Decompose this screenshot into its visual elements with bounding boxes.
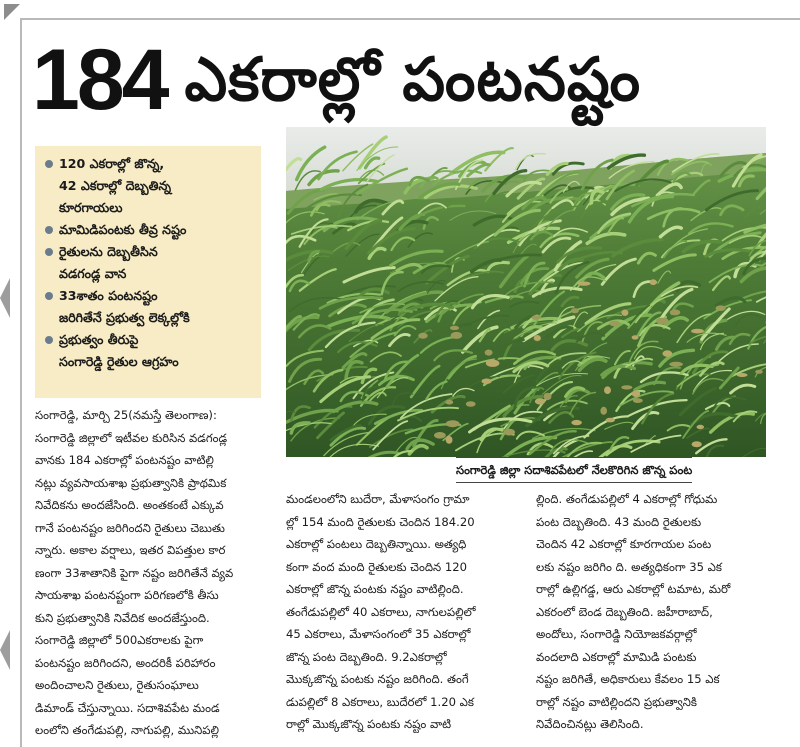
article-column-3 — [536, 488, 770, 736]
article-line: పంట దెబ్బతింది. 43 మంది రైతులకు — [536, 514, 702, 529]
grain-head — [571, 420, 582, 425]
article-line: కుని ప్రభుత్వానికి నివేదిక అందజేస్తుంది. — [35, 610, 210, 625]
article-line: సంగారెడ్డి జిల్లాలో ఇటీవల కురిసిన వడగండ్ల — [35, 430, 228, 445]
article-line: లకు నష్టం జరిగిం ది. అత్యధికంగా 35 ఎక — [536, 559, 722, 574]
grain-head — [534, 335, 541, 340]
grain-head — [716, 305, 726, 311]
grain-head — [434, 432, 446, 439]
grain-head — [446, 420, 460, 427]
article-line: గానే పంటనష్టం జరిగిందని రైతులు చెబుతు — [35, 520, 225, 535]
highlight-item: రైతులను దెబ్బతీసిన — [45, 241, 253, 263]
grain-head — [650, 279, 657, 285]
bullet-icon — [45, 248, 53, 256]
article-line: డుపల్లిలో 8 ఎకరాలు, బుదేరలో 1.20 ఎక — [286, 694, 474, 709]
article-line: ల్లో 154 మంది రైతులకు చెందిన 184.20 — [286, 514, 475, 529]
article-line: సాయశాఖ పంటనష్టంగా పరిగణలోకి తీసు — [35, 588, 219, 602]
grain-head — [571, 308, 579, 313]
grain-head — [535, 398, 545, 404]
article-line: నివేదికను అందజేసింది. అంతకంటే ఎక్కువ — [35, 498, 224, 512]
frame-top-rule — [20, 18, 800, 20]
article-line: తంగేడుపల్లిలో 40 ఎకరాలు, నాగులపల్లిలో — [286, 604, 476, 619]
article-line: నష్టం జరిగితే, అధికారులు కేవలం 15 ఎక — [536, 672, 720, 686]
article-column-2 — [286, 488, 522, 736]
article-line: చెందిన 42 ఎకరాల్లో కూరగాయల పంట — [536, 537, 712, 551]
flattened-sorghum-field-image — [286, 127, 766, 457]
headline — [32, 30, 792, 130]
article-line: ఎకరంలో బెండ దెబ్బతింది. జహీరాబాద్, — [536, 604, 713, 619]
grain-head — [697, 425, 705, 429]
grain-head — [670, 309, 681, 315]
highlight-item: 33శాతం పంటనష్టం — [45, 285, 253, 307]
article-line: సంగారెడ్డి జిల్లాలో 500ఎకరాలకు పైగా — [35, 633, 204, 647]
bullet-icon — [45, 292, 53, 300]
article-line: పంటనష్టం జరిగిందని, అందరికీ పరిహారం — [35, 655, 216, 670]
grain-head — [609, 321, 620, 327]
article-line: వందలాది ఎకరాల్లో మామిడి పంటకు — [536, 649, 697, 664]
grain-head — [450, 326, 459, 330]
grain-head — [600, 407, 607, 415]
grain-head — [755, 370, 763, 374]
frame-left-rule — [20, 18, 22, 747]
highlight-item: మామిడిపంటకు తీవ్ర నష్టం — [45, 219, 253, 241]
grain-head — [737, 373, 748, 377]
article-line: రాల్లో నష్టం వాటిల్లిందని ప్రభుత్వానికి — [536, 694, 697, 709]
grain-head — [632, 390, 641, 397]
grain-head — [445, 400, 453, 405]
article-line: అందోలు, సంగారెడ్డి నియోజకవర్గాల్లో — [536, 627, 697, 641]
highlight-item: జరిగితేనే ప్రభుత్వ లెక్కల్లోకి — [59, 310, 190, 325]
headline-text: ఎకరాల్లో పంటనష్టం — [184, 45, 642, 115]
crop-damage-photo — [286, 127, 766, 457]
grain-head — [621, 385, 632, 389]
photo-caption: సంగారెడ్డి జిల్లా సదాశివపేటలో నేలకొరిగిన జొన్న పంట — [456, 457, 692, 483]
grain-head — [632, 335, 639, 339]
article-line: వానకు 184 ఎకరాల్లో పంటనష్టం వాటిల్లి — [35, 453, 214, 467]
grain-head — [669, 362, 683, 367]
article-line: ల్లింది. తంగేడుపల్లిలో 4 ఎకరాల్లో గోధుమ — [536, 492, 718, 506]
highlight-item: 42 ఎకరాల్లో దెబ్బతిన్న — [59, 178, 172, 193]
article-line: 45 ఎకరాలు, మేళాసంగంలో 35 ఎకరాల్లో — [286, 627, 471, 641]
grain-head — [451, 332, 462, 339]
bullet-icon — [45, 226, 53, 234]
left-edge-tab — [0, 630, 10, 670]
article-line: మండలంలోని బుదేరా, మేళాసంగం గ్రామా — [286, 492, 470, 506]
grain-head — [663, 350, 673, 357]
highlight-item: కూరగాయలు — [59, 200, 123, 215]
headline-number: 184 — [32, 32, 167, 128]
grain-head — [578, 282, 591, 286]
grain-head — [532, 315, 542, 320]
grain-head — [418, 333, 427, 339]
grain-head — [604, 386, 611, 394]
grain-head — [544, 393, 552, 400]
grain-head — [485, 350, 493, 356]
article-line: ఎకరాల్లో పంటలు దెబ్బతిన్నాయి. అత్యధి — [286, 537, 467, 551]
article-line: మొక్కజొన్న పంటకు నష్టం జరిగింది. తంగే — [286, 672, 469, 686]
grain-head — [482, 379, 492, 384]
grain-head — [466, 401, 476, 407]
article-line: ఎకరాల్లో జొన్న పంటకు నష్టం వాటిల్లింది. — [286, 582, 464, 596]
article-line: రాల్లో మొక్కజొన్న పంటకు నష్టం వాటి — [286, 717, 452, 731]
grain-head — [691, 329, 704, 334]
article-line: అందించాలని రైతులు, రైతుసంఘాలు — [35, 678, 199, 692]
article-line: జొన్న పంట దెబ్బతింది. 9.2ఎకరాల్లో — [286, 649, 447, 664]
article-line: సంగారెడ్డి, మార్చి 25(నమస్తే తెలంగాణ): — [35, 408, 217, 422]
article-line: నివేదించినట్లు తెలిసింది. — [536, 717, 644, 731]
grain-head — [606, 418, 615, 423]
grain-head — [446, 436, 453, 444]
corner-marker — [4, 4, 20, 20]
grain-head — [486, 360, 500, 367]
grain-head — [656, 318, 668, 325]
highlight-item: వడగండ్ల వాన — [59, 266, 127, 281]
highlight-item: ప్రభుత్వం తీరుపై — [45, 329, 253, 351]
grain-head — [633, 398, 643, 403]
highlight-item: సంగారెడ్డి రైతుల ఆగ్రహం — [59, 354, 179, 369]
article-line: రాల్లో ఉల్లిగడ్డ, ఆరు ఎకరాల్లో టమాట, మరో — [536, 582, 731, 596]
article-line: న్నారు. అకాల వర్షాలు, ఇతర విపత్తుల కార — [35, 543, 226, 557]
grain-head — [621, 310, 628, 316]
grain-head — [503, 429, 515, 436]
highlights-box — [35, 146, 261, 398]
article-line: కంగా వంద మంది రైతులకు చెందిన 120 — [286, 559, 468, 574]
article-line: లంలోని తంగేడుపల్లి, నాగుపల్లి, మునిపల్లి — [35, 723, 220, 737]
bullet-icon — [45, 336, 53, 344]
article-column-1 — [35, 404, 267, 742]
bullet-icon — [45, 160, 53, 168]
article-line: ణంగా 33శాతానికి పైగా నష్టం జరిగితేనే వ్యవ — [35, 565, 234, 580]
article-line: డిమాండ్ చేస్తున్నాయి. సదాశివపేట మండ — [35, 700, 220, 715]
left-edge-tab — [0, 278, 10, 318]
article-line: నట్లు వ్యవసాయశాఖ ప్రభుత్వానికి ప్రాథమిక — [35, 475, 227, 490]
highlight-item: 120 ఎకరాల్లో జొన్న, — [45, 153, 253, 175]
grain-head — [692, 441, 702, 447]
